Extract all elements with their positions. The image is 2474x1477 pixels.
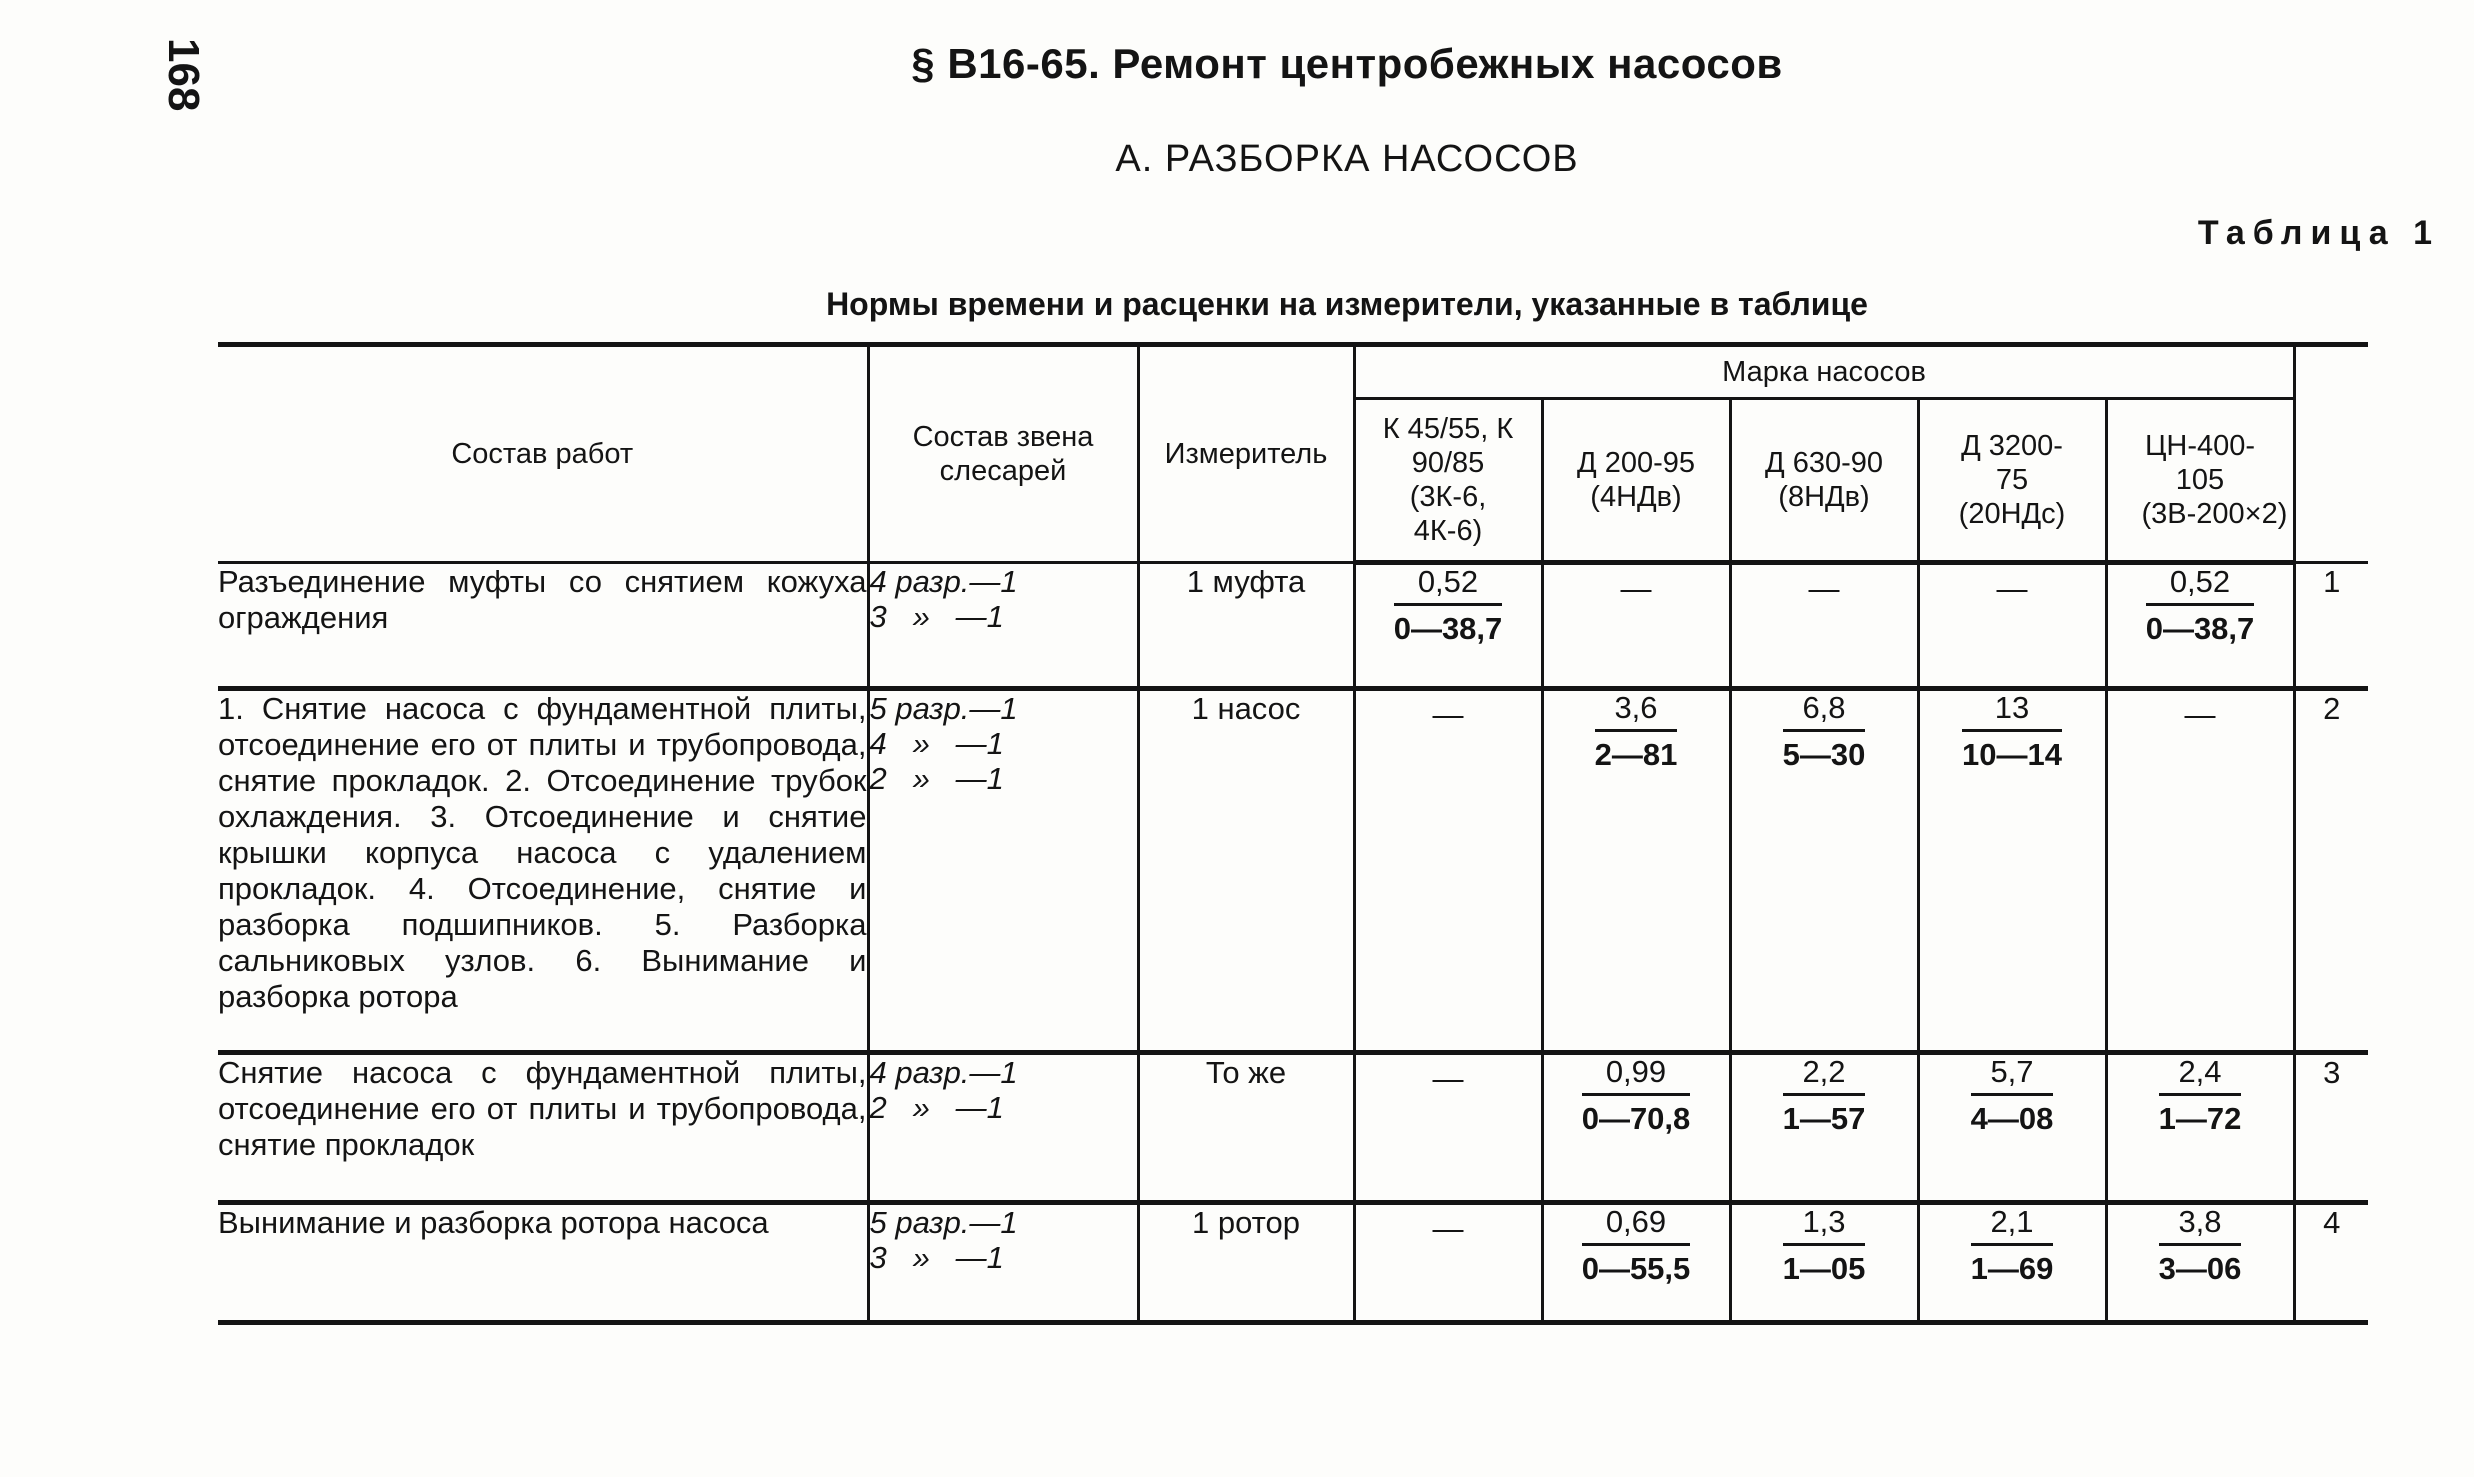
time-norm-fraction bbox=[1783, 1205, 1866, 1286]
time-norm-fraction bbox=[1783, 691, 1866, 772]
table-caption: Нормы времени и расценки на измерители, указанные в таблице bbox=[826, 286, 1868, 322]
time-norm-fraction bbox=[1962, 691, 2062, 772]
time-norm: 0,52 bbox=[2146, 565, 2255, 606]
norm-value-cell bbox=[1542, 689, 1730, 1053]
price-rate: 1—05 bbox=[1782, 1251, 1866, 1286]
table-body bbox=[218, 563, 2368, 1323]
norm-value-cell bbox=[1354, 1203, 1542, 1323]
time-norm: 0,99 bbox=[1582, 1055, 1691, 1096]
crew-line: 4 разр.—1 bbox=[869, 1055, 1018, 1090]
table-row bbox=[218, 563, 2368, 689]
header-crew: Состав звена слесарей bbox=[868, 345, 1138, 563]
time-norm: 2,1 bbox=[1971, 1205, 2054, 1246]
unit-of-measure: 1 ротор bbox=[1138, 1203, 1354, 1323]
no-value-dash: — bbox=[1620, 571, 1652, 606]
crew-line: 3 » —1 bbox=[869, 1240, 1004, 1275]
table-row bbox=[218, 689, 2368, 1053]
header-pump-5: ЦН-400-105 (3В-200×2) bbox=[2106, 399, 2294, 563]
header-work: Состав работ bbox=[218, 345, 868, 563]
no-value-dash: — bbox=[1996, 571, 2028, 606]
header-pump-1: К 45/55, К 90/85 (3К-6, 4К-6) bbox=[1354, 399, 1542, 563]
time-norm: 1,3 bbox=[1783, 1205, 1866, 1246]
price-rate: 3—06 bbox=[2158, 1251, 2242, 1286]
row-number: 1 bbox=[2294, 563, 2368, 689]
unit-of-measure: 1 насос bbox=[1138, 689, 1354, 1053]
unit-of-measure: 1 муфта bbox=[1138, 563, 1354, 689]
time-norm: 0,69 bbox=[1582, 1205, 1691, 1246]
price-rate: 0—55,5 bbox=[1581, 1251, 1691, 1286]
crew-composition bbox=[868, 563, 1138, 689]
row-number: 2 bbox=[2294, 689, 2368, 1053]
work-description: Вынимание и разборка ротора насоса bbox=[218, 1203, 868, 1323]
price-rate: 1—72 bbox=[2158, 1101, 2242, 1136]
crew-line: 3 » —1 bbox=[869, 599, 1004, 634]
crew-line: 5 разр.—1 bbox=[869, 691, 1018, 726]
header-number bbox=[2294, 345, 2368, 563]
time-norm: 2,2 bbox=[1783, 1055, 1866, 1096]
price-rate: 0—70,8 bbox=[1581, 1101, 1691, 1136]
header-unit: Измеритель bbox=[1138, 345, 1354, 563]
work-description: Снятие насоса с фундаментной плиты, отсоединение его от плиты и трубопровода, снятие прокладок bbox=[218, 1053, 868, 1203]
header-pump-4: Д 3200-75 (20НДс) bbox=[1918, 399, 2106, 563]
norm-value-cell bbox=[1354, 689, 1542, 1053]
time-norm: 0,52 bbox=[1394, 565, 1503, 606]
norm-value-cell bbox=[1730, 1053, 1918, 1203]
time-norm-fraction bbox=[2159, 1055, 2242, 1136]
time-norm: 13 bbox=[1962, 691, 2062, 732]
time-norm-fraction bbox=[1783, 1055, 1866, 1136]
crew-composition bbox=[868, 1053, 1138, 1203]
time-norm-fraction bbox=[2159, 1205, 2242, 1286]
time-norm-fraction bbox=[1582, 1055, 1691, 1136]
norm-value-cell bbox=[1918, 563, 2106, 689]
norm-value-cell bbox=[1354, 563, 1542, 689]
crew-composition bbox=[868, 689, 1138, 1053]
norm-value-cell bbox=[2106, 1053, 2294, 1203]
table-row bbox=[218, 1203, 2368, 1323]
norm-value-cell bbox=[1918, 689, 2106, 1053]
norm-value-cell bbox=[2106, 563, 2294, 689]
crew-line: 4 разр.—1 bbox=[869, 564, 1018, 599]
row-number: 3 bbox=[2294, 1053, 2368, 1203]
no-value-dash: — bbox=[1432, 1061, 1464, 1096]
norm-value-cell bbox=[1542, 563, 1730, 689]
price-rate: 0—38,7 bbox=[1393, 611, 1503, 646]
crew-line: 2 » —1 bbox=[869, 761, 1004, 796]
norm-value-cell bbox=[1354, 1053, 1542, 1203]
crew-line: 5 разр.—1 bbox=[869, 1205, 1018, 1240]
crew-composition bbox=[868, 1203, 1138, 1323]
time-norm: 3,8 bbox=[2159, 1205, 2242, 1246]
norm-value-cell bbox=[2106, 689, 2294, 1053]
norm-value-cell bbox=[1918, 1203, 2106, 1323]
norm-value-cell bbox=[1918, 1053, 2106, 1203]
section-subtitle: А. РАЗБОРКА НАСОСОВ bbox=[1115, 138, 1579, 180]
row-number: 4 bbox=[2294, 1203, 2368, 1323]
norms-table bbox=[218, 342, 2368, 1325]
norm-value-cell bbox=[2106, 1203, 2294, 1323]
header-pump-2: Д 200-95 (4НДв) bbox=[1542, 399, 1730, 563]
crew-line: 2 » —1 bbox=[869, 1090, 1004, 1125]
no-value-dash: — bbox=[1432, 1211, 1464, 1246]
price-rate: 1—69 bbox=[1970, 1251, 2054, 1286]
time-norm-fraction bbox=[1582, 1205, 1691, 1286]
work-description: Разъединение муфты со снятием кожуха ограждения bbox=[218, 563, 868, 689]
work-description: 1. Снятие насоса с фундаментной плиты, отсоединение его от плиты и трубопровода, снятие прокладок. 2. Отсоединение трубок охлаждения. 3. Отсоединение и снятие крышки корпуса насоса с удалением прокладок. 4. Отсоединение, снятие и разборка подшипников. 5. Разборка сальниковых узлов. 6. Вынимание и разборка ротора bbox=[218, 689, 868, 1053]
time-norm-fraction bbox=[2146, 565, 2255, 646]
time-norm-fraction bbox=[1971, 1055, 2054, 1136]
no-value-dash: — bbox=[1432, 697, 1464, 732]
time-norm-fraction bbox=[1394, 565, 1503, 646]
price-rate: 0—38,7 bbox=[2145, 611, 2255, 646]
time-norm: 6,8 bbox=[1783, 691, 1866, 732]
table-label: Таблица 1 bbox=[2197, 214, 2440, 252]
norm-value-cell bbox=[1730, 689, 1918, 1053]
no-value-dash: — bbox=[1808, 571, 1840, 606]
section-title: § В16-65. Ремонт центробежных насосов bbox=[911, 40, 1783, 87]
time-norm: 3,6 bbox=[1595, 691, 1678, 732]
norm-value-cell bbox=[1542, 1203, 1730, 1323]
no-value-dash: — bbox=[2184, 697, 2216, 732]
header-pump-group: Марка насосов bbox=[1354, 345, 2294, 399]
price-rate: 4—08 bbox=[1970, 1101, 2054, 1136]
table-row bbox=[218, 1053, 2368, 1203]
price-rate: 5—30 bbox=[1782, 737, 1866, 772]
time-norm: 2,4 bbox=[2159, 1055, 2242, 1096]
time-norm: 5,7 bbox=[1971, 1055, 2054, 1096]
price-rate: 2—81 bbox=[1594, 737, 1678, 772]
page-number: 168 bbox=[159, 38, 208, 112]
price-rate: 10—14 bbox=[1962, 737, 2062, 772]
crew-line: 4 » —1 bbox=[869, 726, 1004, 761]
time-norm-fraction bbox=[1595, 691, 1678, 772]
norm-value-cell bbox=[1730, 563, 1918, 689]
header-pump-3: Д 630-90 (8НДв) bbox=[1730, 399, 1918, 563]
price-rate: 1—57 bbox=[1782, 1101, 1866, 1136]
unit-of-measure: То же bbox=[1138, 1053, 1354, 1203]
norm-value-cell bbox=[1542, 1053, 1730, 1203]
time-norm-fraction bbox=[1971, 1205, 2054, 1286]
norm-value-cell bbox=[1730, 1203, 1918, 1323]
